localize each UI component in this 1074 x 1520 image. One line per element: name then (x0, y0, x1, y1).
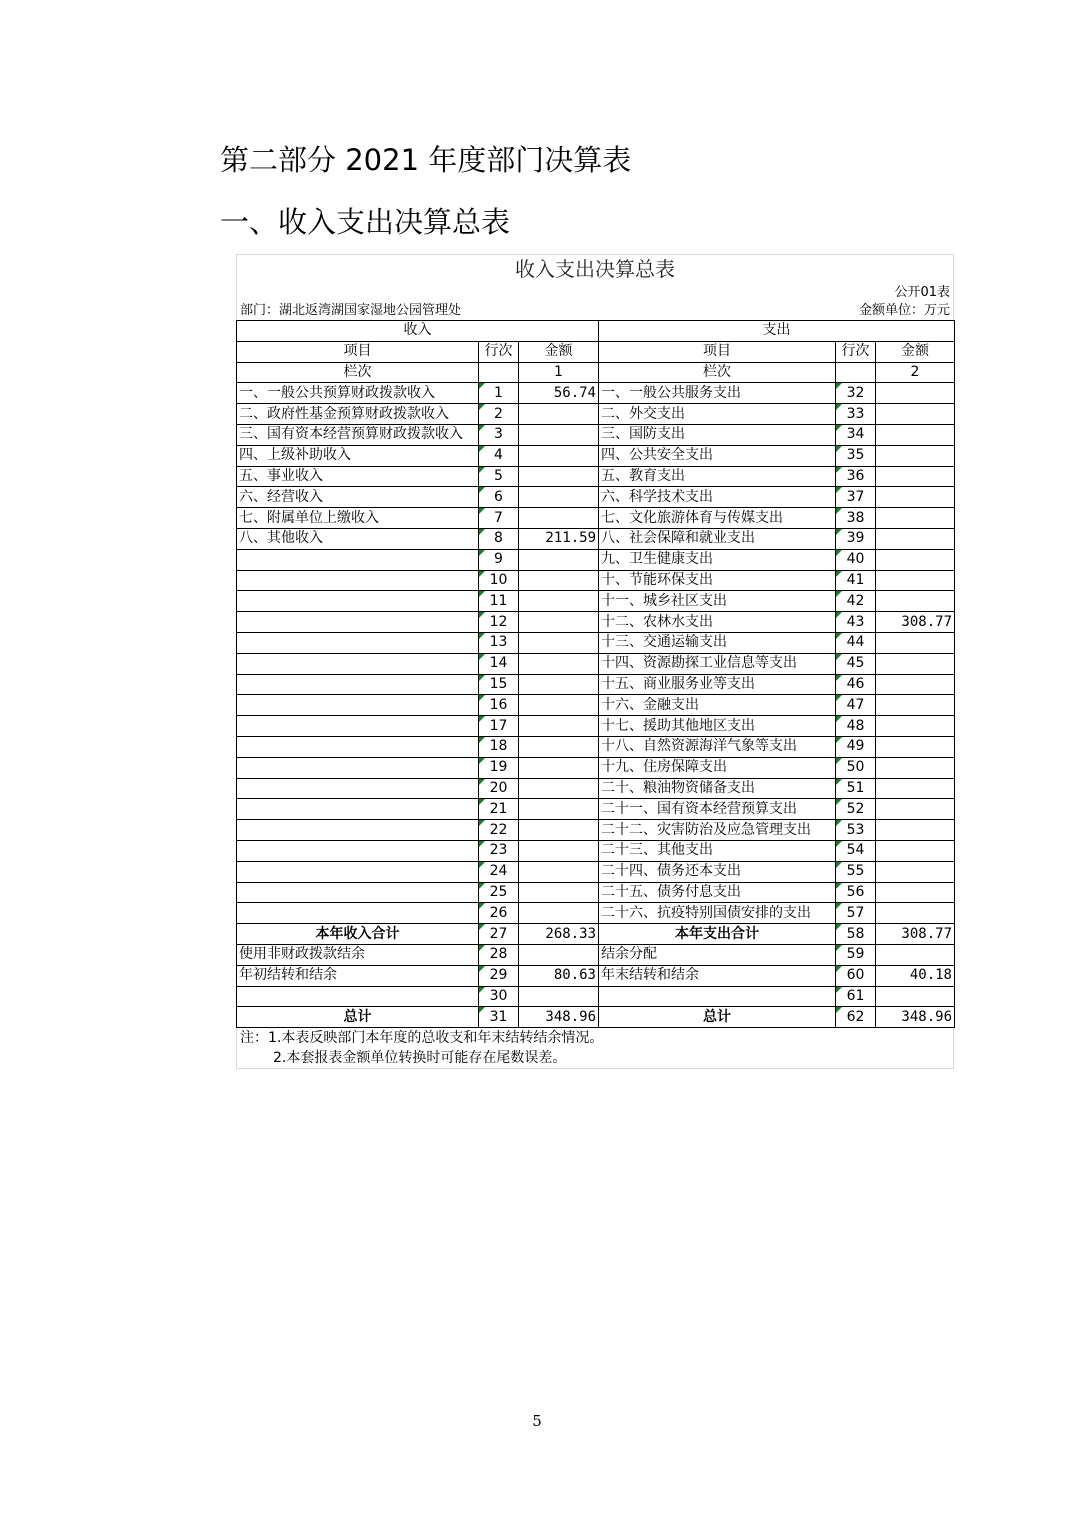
income-amount (519, 508, 599, 529)
section-heading: 一、收入支出决算总表 (220, 205, 511, 239)
income-amount (519, 757, 599, 778)
expense-amount (876, 383, 955, 404)
income-amount (519, 778, 599, 799)
table-row (237, 695, 955, 716)
expense-item: 二十三、其他支出 (599, 840, 836, 861)
expense-total-item (599, 986, 836, 1007)
expense-total-item: 总计 (599, 1007, 836, 1028)
expense-seq: 51 (836, 778, 876, 799)
expense-total-seq: 61 (836, 986, 876, 1007)
income-total-item (237, 986, 479, 1007)
expense-amount (876, 736, 955, 757)
income-total-seq: 28 (479, 944, 519, 965)
expense-seq: 52 (836, 799, 876, 820)
income-item: 七、附属单位上缴收入 (237, 508, 479, 529)
income-amount (519, 716, 599, 737)
income-amount (519, 612, 599, 633)
income-item (237, 840, 479, 861)
expense-item: 十八、自然资源海洋气象等支出 (599, 736, 836, 757)
income-total-item: 年初结转和结余 (237, 965, 479, 986)
expense-seq: 49 (836, 736, 876, 757)
expense-seq: 33 (836, 404, 876, 425)
income-item (237, 570, 479, 591)
expense-seq: 37 (836, 487, 876, 508)
income-seq: 12 (479, 612, 519, 633)
income-amount (519, 799, 599, 820)
expense-seq: 50 (836, 757, 876, 778)
page-number: 5 (532, 1412, 542, 1430)
expense-amount (876, 466, 955, 487)
budget-summary-sheet (236, 254, 954, 1069)
income-amount (519, 424, 599, 445)
income-amount (519, 736, 599, 757)
expense-amount (876, 799, 955, 820)
income-seq: 21 (479, 799, 519, 820)
income-item (237, 591, 479, 612)
expense-seq: 40 (836, 549, 876, 570)
table-row (237, 424, 955, 445)
income-seq: 15 (479, 674, 519, 695)
income-seq: 11 (479, 591, 519, 612)
expense-amount (876, 882, 955, 903)
table-row (237, 445, 955, 466)
income-amount (519, 487, 599, 508)
table-row (237, 528, 955, 549)
income-seq: 8 (479, 528, 519, 549)
income-seq: 3 (479, 424, 519, 445)
sheet-title: 收入支出决算总表 (236, 254, 954, 284)
income-total-seq: 31 (479, 1007, 519, 1028)
income-item: 八、其他收入 (237, 528, 479, 549)
expense-item: 四、公共安全支出 (599, 445, 836, 466)
income-item: 五、事业收入 (237, 466, 479, 487)
table-row (237, 404, 955, 425)
expense-seq: 57 (836, 903, 876, 924)
expense-amount (876, 903, 955, 924)
income-item (237, 882, 479, 903)
income-seq: 19 (479, 757, 519, 778)
department-label: 部门：湖北返湾湖国家湿地公园管理处 (240, 303, 462, 318)
income-lanci-label: 栏次 (237, 362, 479, 383)
income-item: 二、政府性基金预算财政拨款收入 (237, 404, 479, 425)
income-item (237, 716, 479, 737)
income-amount: 56.74 (519, 383, 599, 404)
expense-seq: 43 (836, 612, 876, 633)
income-seq: 7 (479, 508, 519, 529)
income-amount (519, 632, 599, 653)
expense-item: 三、国防支出 (599, 424, 836, 445)
income-amount (519, 882, 599, 903)
expense-total-item: 本年支出合计 (599, 924, 836, 945)
table-row (237, 840, 955, 861)
income-total-amount: 268.33 (519, 924, 599, 945)
expense-item: 九、卫生健康支出 (599, 549, 836, 570)
table-row (237, 716, 955, 737)
expense-total-seq: 62 (836, 1007, 876, 1028)
income-amount (519, 466, 599, 487)
income-amount (519, 695, 599, 716)
income-item (237, 632, 479, 653)
income-item (237, 820, 479, 841)
expense-item: 二十五、债务付息支出 (599, 882, 836, 903)
expense-total-seq: 58 (836, 924, 876, 945)
income-seq: 18 (479, 736, 519, 757)
expense-seq: 55 (836, 861, 876, 882)
income-total-item: 总计 (237, 1007, 479, 1028)
income-total-amount (519, 944, 599, 965)
expense-seq: 47 (836, 695, 876, 716)
expense-amount (876, 674, 955, 695)
income-amount (519, 570, 599, 591)
income-seq: 17 (479, 716, 519, 737)
expense-seq-header: 行次 (836, 341, 876, 362)
income-seq-header: 行次 (479, 341, 519, 362)
expense-seq: 32 (836, 383, 876, 404)
expense-amount: 308.77 (876, 612, 955, 633)
section-header-row (237, 321, 955, 342)
expense-col-number: 2 (876, 362, 955, 383)
expense-item: 二十、粮油物资储备支出 (599, 778, 836, 799)
income-amount (519, 861, 599, 882)
income-seq: 23 (479, 840, 519, 861)
table-row (237, 903, 955, 924)
income-seq: 25 (479, 882, 519, 903)
income-item (237, 695, 479, 716)
table-row (237, 778, 955, 799)
income-seq: 9 (479, 549, 519, 570)
expense-amount (876, 757, 955, 778)
table-row (237, 799, 955, 820)
expense-amount (876, 695, 955, 716)
income-amount (519, 840, 599, 861)
expense-amount (876, 591, 955, 612)
income-amount (519, 591, 599, 612)
form-code-row (236, 284, 954, 302)
expense-seq: 41 (836, 570, 876, 591)
expense-item: 十一、城乡社区支出 (599, 591, 836, 612)
unit-label: 金额单位：万元 (858, 303, 950, 318)
summary-table (236, 320, 955, 1028)
expense-item: 十九、住房保障支出 (599, 757, 836, 778)
expense-item: 十四、资源勘探工业信息等支出 (599, 653, 836, 674)
income-total-amount: 80.63 (519, 965, 599, 986)
income-total-seq: 29 (479, 965, 519, 986)
expense-total-amount: 308.77 (876, 924, 955, 945)
expense-seq: 48 (836, 716, 876, 737)
expense-item: 二十二、灾害防治及应急管理支出 (599, 820, 836, 841)
income-item (237, 612, 479, 633)
income-seq: 4 (479, 445, 519, 466)
expense-item: 一、一般公共服务支出 (599, 383, 836, 404)
table-row (237, 612, 955, 633)
table-row (237, 508, 955, 529)
income-seq: 2 (479, 404, 519, 425)
income-seq: 24 (479, 861, 519, 882)
table-row (237, 820, 955, 841)
expense-item: 二、外交支出 (599, 404, 836, 425)
table-row (237, 487, 955, 508)
income-seq: 26 (479, 903, 519, 924)
income-item (237, 653, 479, 674)
note-2: 2.本套报表金额单位转换时可能存在尾数误差。 (273, 1050, 567, 1067)
expense-amount (876, 570, 955, 591)
expense-item: 十三、交通运输支出 (599, 632, 836, 653)
expense-amount (876, 632, 955, 653)
expense-total-amount (876, 986, 955, 1007)
part-heading: 第二部分 2021 年度部门决算表 (220, 143, 632, 177)
income-item: 三、国有资本经营预算财政拨款收入 (237, 424, 479, 445)
expense-item: 十六、金融支出 (599, 695, 836, 716)
income-amount-header: 金额 (519, 341, 599, 362)
expense-amount (876, 445, 955, 466)
expense-item: 十七、援助其他地区支出 (599, 716, 836, 737)
expense-item-header: 项目 (599, 341, 836, 362)
expense-amount-header: 金额 (876, 341, 955, 362)
income-item (237, 757, 479, 778)
income-seq: 6 (479, 487, 519, 508)
income-seq: 1 (479, 383, 519, 404)
table-row (237, 383, 955, 404)
income-seq: 10 (479, 570, 519, 591)
table-row (237, 674, 955, 695)
expense-seq: 44 (836, 632, 876, 653)
income-amount: 211.59 (519, 528, 599, 549)
income-amount (519, 820, 599, 841)
expense-amount (876, 424, 955, 445)
expense-amount (876, 528, 955, 549)
expense-amount (876, 653, 955, 674)
expense-total-amount: 40.18 (876, 965, 955, 986)
expense-seq: 38 (836, 508, 876, 529)
income-seq: 14 (479, 653, 519, 674)
note-1: 注：1.本表反映部门本年度的总收支和年末结转结余情况。 (240, 1030, 604, 1047)
income-amount (519, 445, 599, 466)
income-col-number: 1 (519, 362, 599, 383)
expense-item: 二十四、债务还本支出 (599, 861, 836, 882)
expense-seq: 54 (836, 840, 876, 861)
expense-item: 二十六、抗疫特别国债安排的支出 (599, 903, 836, 924)
lanci-row (237, 362, 955, 383)
table-row (237, 466, 955, 487)
income-amount (519, 653, 599, 674)
total-row (237, 924, 955, 945)
table-row (237, 757, 955, 778)
expense-amount (876, 508, 955, 529)
expense-amount (876, 778, 955, 799)
expense-total-seq: 59 (836, 944, 876, 965)
expense-total-amount: 348.96 (876, 1007, 955, 1028)
income-lanci-seq (479, 362, 519, 383)
expense-item: 五、教育支出 (599, 466, 836, 487)
income-item (237, 778, 479, 799)
expense-seq: 35 (836, 445, 876, 466)
income-item (237, 799, 479, 820)
expense-item: 七、文化旅游体育与传媒支出 (599, 508, 836, 529)
expense-amount (876, 716, 955, 737)
expense-item: 十五、商业服务业等支出 (599, 674, 836, 695)
expense-seq: 56 (836, 882, 876, 903)
expense-item: 十二、农林水支出 (599, 612, 836, 633)
income-item: 六、经营收入 (237, 487, 479, 508)
table-row (237, 653, 955, 674)
table-row (237, 736, 955, 757)
table-row (237, 632, 955, 653)
expense-item: 二十一、国有资本经营预算支出 (599, 799, 836, 820)
expense-total-amount (876, 944, 955, 965)
expense-amount (876, 549, 955, 570)
expense-amount (876, 487, 955, 508)
income-total-seq: 30 (479, 986, 519, 1007)
expense-seq: 46 (836, 674, 876, 695)
income-total-amount (519, 986, 599, 1007)
expense-item: 六、科学技术支出 (599, 487, 836, 508)
income-seq: 22 (479, 820, 519, 841)
expense-amount (876, 861, 955, 882)
income-amount (519, 674, 599, 695)
expense-lanci-label: 栏次 (599, 362, 836, 383)
income-item (237, 549, 479, 570)
income-item-header: 项目 (237, 341, 479, 362)
table-row (237, 570, 955, 591)
expense-seq: 42 (836, 591, 876, 612)
total-row (237, 1007, 955, 1028)
form-code: 公开01表 (894, 285, 950, 300)
income-seq: 13 (479, 632, 519, 653)
expense-seq: 39 (836, 528, 876, 549)
income-item (237, 736, 479, 757)
income-total-item: 本年收入合计 (237, 924, 479, 945)
expense-total-seq: 60 (836, 965, 876, 986)
income-total-item: 使用非财政拨款结余 (237, 944, 479, 965)
expense-seq: 34 (836, 424, 876, 445)
expense-item: 十、节能环保支出 (599, 570, 836, 591)
expense-total-item: 结余分配 (599, 944, 836, 965)
expense-lanci-seq (836, 362, 876, 383)
income-amount (519, 549, 599, 570)
expense-amount (876, 404, 955, 425)
expense-amount (876, 820, 955, 841)
income-seq: 5 (479, 466, 519, 487)
total-row (237, 965, 955, 986)
table-row (237, 549, 955, 570)
income-amount (519, 404, 599, 425)
expense-seq: 36 (836, 466, 876, 487)
income-seq: 20 (479, 778, 519, 799)
column-header-row (237, 341, 955, 362)
income-item (237, 861, 479, 882)
expense-seq: 53 (836, 820, 876, 841)
expense-total-item: 年末结转和结余 (599, 965, 836, 986)
income-amount (519, 903, 599, 924)
table-row (237, 591, 955, 612)
income-item (237, 903, 479, 924)
income-total-amount: 348.96 (519, 1007, 599, 1028)
expense-seq: 45 (836, 653, 876, 674)
income-seq: 16 (479, 695, 519, 716)
income-header: 收入 (237, 321, 599, 342)
expense-header: 支出 (599, 321, 955, 342)
table-row (237, 882, 955, 903)
total-row (237, 944, 955, 965)
notes (236, 1028, 954, 1069)
income-total-seq: 27 (479, 924, 519, 945)
income-item: 四、上级补助收入 (237, 445, 479, 466)
total-row (237, 986, 955, 1007)
expense-amount (876, 840, 955, 861)
income-item: 一、一般公共预算财政拨款收入 (237, 383, 479, 404)
expense-item: 八、社会保障和就业支出 (599, 528, 836, 549)
table-row (237, 861, 955, 882)
income-item (237, 674, 479, 695)
department-row (236, 302, 954, 320)
